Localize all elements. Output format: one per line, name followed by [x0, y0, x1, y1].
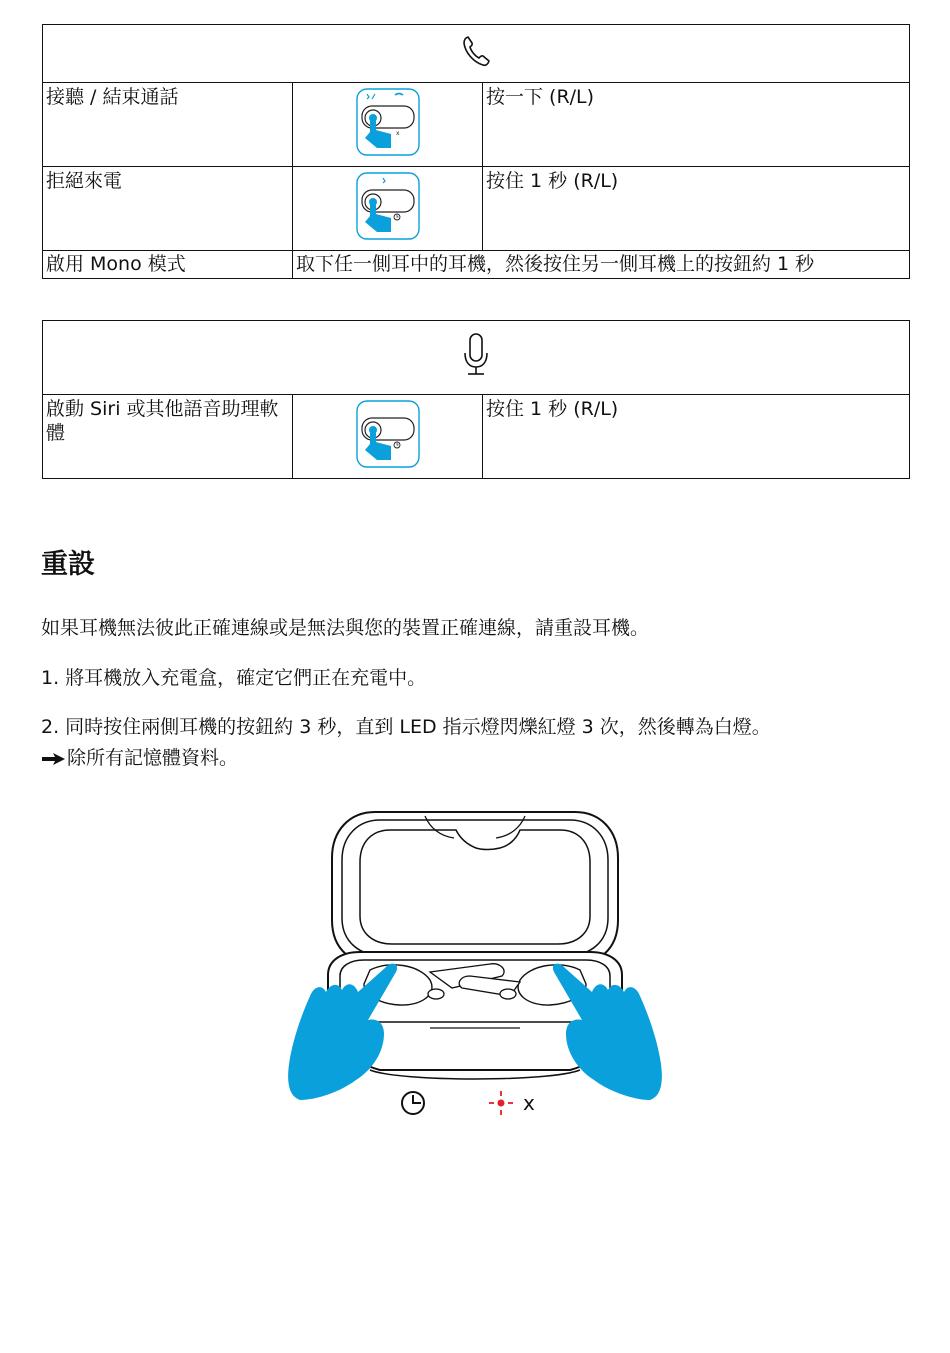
action-label: 啟用 Mono 模式 — [46, 253, 186, 275]
reset-title: 重設 — [41, 549, 95, 580]
arrow-icon — [41, 753, 65, 765]
action-cell — [43, 167, 293, 251]
table-row — [43, 395, 910, 479]
action-cell — [43, 251, 293, 279]
calls-table — [42, 24, 910, 279]
method-cell — [293, 251, 910, 279]
svg-text:x: x — [395, 129, 400, 137]
method-label: 按住 1 秒 (R/L) — [486, 170, 619, 192]
method-label: 按一下 (R/L) — [486, 86, 595, 108]
phone-icon — [461, 34, 491, 68]
action-label: 啟動 Siri 或其他語音助理軟體 — [46, 398, 279, 444]
reset-step-2: 2. 同時按住兩側耳機的按鈕約 3 秒，直到 LED 指示燈閃爍紅燈 3 次，然後轉為白燈。 — [41, 716, 771, 738]
blink-count-label: x — [523, 1091, 535, 1115]
earbud-hold-icon — [355, 170, 421, 242]
table-row — [43, 167, 910, 251]
charging-case-illustration — [280, 800, 670, 1130]
method-cell — [483, 83, 910, 167]
method-cell — [483, 167, 910, 251]
microphone-icon — [461, 331, 491, 379]
reset-result-text: 除所有記憶體資料。 — [67, 747, 239, 769]
table-row — [43, 251, 910, 279]
gesture-cell — [293, 83, 483, 167]
method-label: 取下任一側耳中的耳機，然後按住另一側耳機上的按鈕約 1 秒 — [296, 253, 815, 275]
earbud-tap-icon — [355, 86, 421, 158]
table-row — [43, 83, 910, 167]
led-blink-icon — [489, 1091, 513, 1115]
method-cell — [483, 395, 910, 479]
gesture-cell — [293, 167, 483, 251]
action-cell — [43, 395, 293, 479]
calls-header — [43, 25, 910, 83]
voice-header — [43, 321, 910, 395]
reset-intro: 如果耳機無法彼此正確連線或是無法與您的裝置正確連線，請重設耳機。 — [41, 617, 650, 639]
action-label: 接聽 / 結束通話 — [46, 86, 179, 108]
reset-result — [41, 745, 238, 771]
gesture-cell — [293, 395, 483, 479]
method-label: 按住 1 秒 (R/L) — [486, 398, 619, 420]
action-label: 拒絕來電 — [46, 170, 123, 192]
reset-step-1: 1. 將耳機放入充電盒，確定它們正在充電中。 — [41, 667, 427, 689]
earbud-hold-icon — [355, 398, 421, 470]
voice-table — [42, 320, 910, 479]
clock-icon — [402, 1092, 424, 1114]
action-cell — [43, 83, 293, 167]
